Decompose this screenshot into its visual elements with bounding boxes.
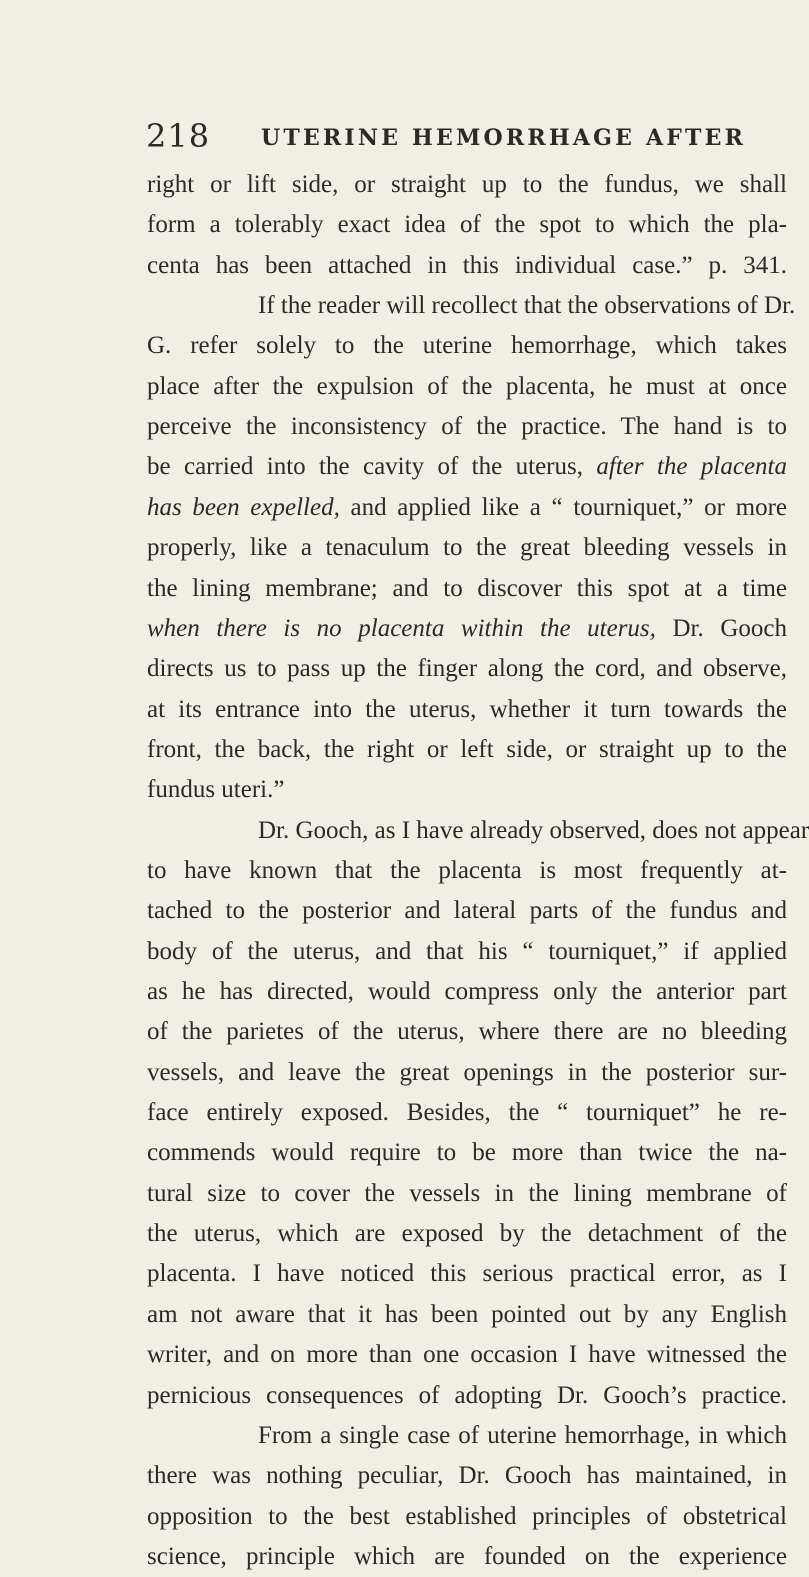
page-header <box>146 116 786 156</box>
text-segment: G. refer solely to the uterine hemorrhage, which takes <box>147 332 787 359</box>
text-line <box>147 1214 787 1254</box>
text-line <box>147 1053 787 1093</box>
text-line <box>147 1537 787 1577</box>
text-segment: there was nothing peculiar, Dr. Gooch has maintained, in <box>147 1462 787 1489</box>
text-line <box>147 1133 787 1173</box>
text-segment: am not aware that it has been pointed out by any English <box>147 1301 787 1328</box>
italic-text: after the placenta <box>596 453 788 480</box>
text-line <box>258 286 796 326</box>
text-segment: opposition to the best established principles of obstetrical <box>147 1503 787 1530</box>
text-segment: of the parietes of the uterus, where there are no bleeding <box>147 1018 787 1045</box>
text-segment: perceive the inconsistency of the practice. The hand is to <box>147 413 787 440</box>
text-line <box>147 690 787 730</box>
italic-text: when there is no placenta within the uterus, <box>147 615 656 642</box>
text-segment: vessels, and leave the great openings in the posterior sur- <box>147 1059 787 1086</box>
text-line <box>147 1093 787 1133</box>
text-line <box>147 407 787 447</box>
text-line <box>147 528 787 568</box>
text-line <box>147 1254 787 1294</box>
text-line <box>147 1174 787 1214</box>
running-head: UTERINE HEMORRHAGE AFTER <box>261 125 747 151</box>
text-segment: front, the back, the right or left side, or straight up to the <box>147 736 787 763</box>
text-segment: If the reader will recollect that the observations of Dr. <box>258 292 796 319</box>
text-segment: at its entrance into the uterus, whether it turn towards the <box>147 696 787 723</box>
text-line <box>147 972 787 1012</box>
text-segment: commends would require to be more than twice the na- <box>147 1139 787 1166</box>
text-line <box>147 1295 787 1335</box>
text-line <box>147 730 787 770</box>
text-segment: Dr. Gooch, as I have already observed, does not appear <box>258 817 809 844</box>
text-segment: properly, like a tenaculum to the great bleeding vessels in <box>147 534 787 561</box>
page-number: 218 <box>146 117 211 155</box>
text-segment: science, principle which are founded on the experience <box>147 1543 787 1570</box>
text-line <box>147 851 787 891</box>
text-segment: place after the expulsion of the placenta, he must at once <box>147 373 787 400</box>
text-line <box>147 246 787 286</box>
text-segment: face entirely exposed. Besides, the “ tourniquet” he re- <box>147 1099 787 1126</box>
text-line <box>147 649 787 689</box>
text-segment: writer, and on more than one occasion I have witnessed the <box>147 1341 787 1368</box>
text-segment: Dr. Gooch <box>655 615 787 642</box>
text-line <box>147 367 787 407</box>
text-line <box>147 569 787 609</box>
text-segment: form a tolerably exact idea of the spot to which the pla- <box>147 211 787 238</box>
text-line <box>258 811 809 851</box>
text-segment: centa has been attached in this individual case.” p. 341. <box>147 252 787 279</box>
text-line <box>258 1416 787 1456</box>
text-segment: the lining membrane; and to discover this spot at a time <box>147 575 787 602</box>
italic-text: has been expelled, <box>147 494 340 521</box>
text-segment: and applied like a “ tourniquet,” or more <box>339 494 787 521</box>
text-segment: pernicious consequences of adopting Dr. Gooch’s practice. <box>147 1382 787 1409</box>
text-segment: tached to the posterior and lateral parts of the fundus and <box>147 897 787 924</box>
text-segment: From a single case of uterine hemorrhage, in which <box>258 1422 787 1449</box>
text-line <box>147 205 787 245</box>
text-line <box>147 1012 787 1052</box>
text-segment: body of the uterus, and that his “ tourniquet,” if applied <box>147 938 787 965</box>
text-line <box>147 488 787 528</box>
text-segment: directs us to pass up the finger along the cord, and observe, <box>147 655 787 682</box>
text-segment: fundus uteri.” <box>147 776 285 803</box>
text-segment: be carried into the cavity of the uterus, <box>147 453 597 480</box>
text-line <box>147 891 787 931</box>
text-segment: placenta. I have noticed this serious practical error, as I <box>147 1260 787 1287</box>
text-line <box>147 1497 787 1537</box>
text-line <box>147 165 787 205</box>
text-line <box>147 1335 787 1375</box>
text-line <box>147 326 787 366</box>
text-line <box>147 770 787 810</box>
text-segment: as he has directed, would compress only the anterior part <box>147 978 787 1005</box>
text-line <box>147 1376 787 1416</box>
text-segment: tural size to cover the vessels in the lining membrane of <box>147 1180 787 1207</box>
text-segment: right or lift side, or straight up to the fundus, we shall <box>147 171 787 198</box>
text-segment: to have known that the placenta is most frequently at- <box>147 857 787 884</box>
text-line <box>147 447 787 487</box>
text-line <box>147 932 787 972</box>
text-segment: the uterus, which are exposed by the detachment of the <box>147 1220 787 1247</box>
text-line <box>147 609 787 649</box>
text-line <box>147 1456 787 1496</box>
